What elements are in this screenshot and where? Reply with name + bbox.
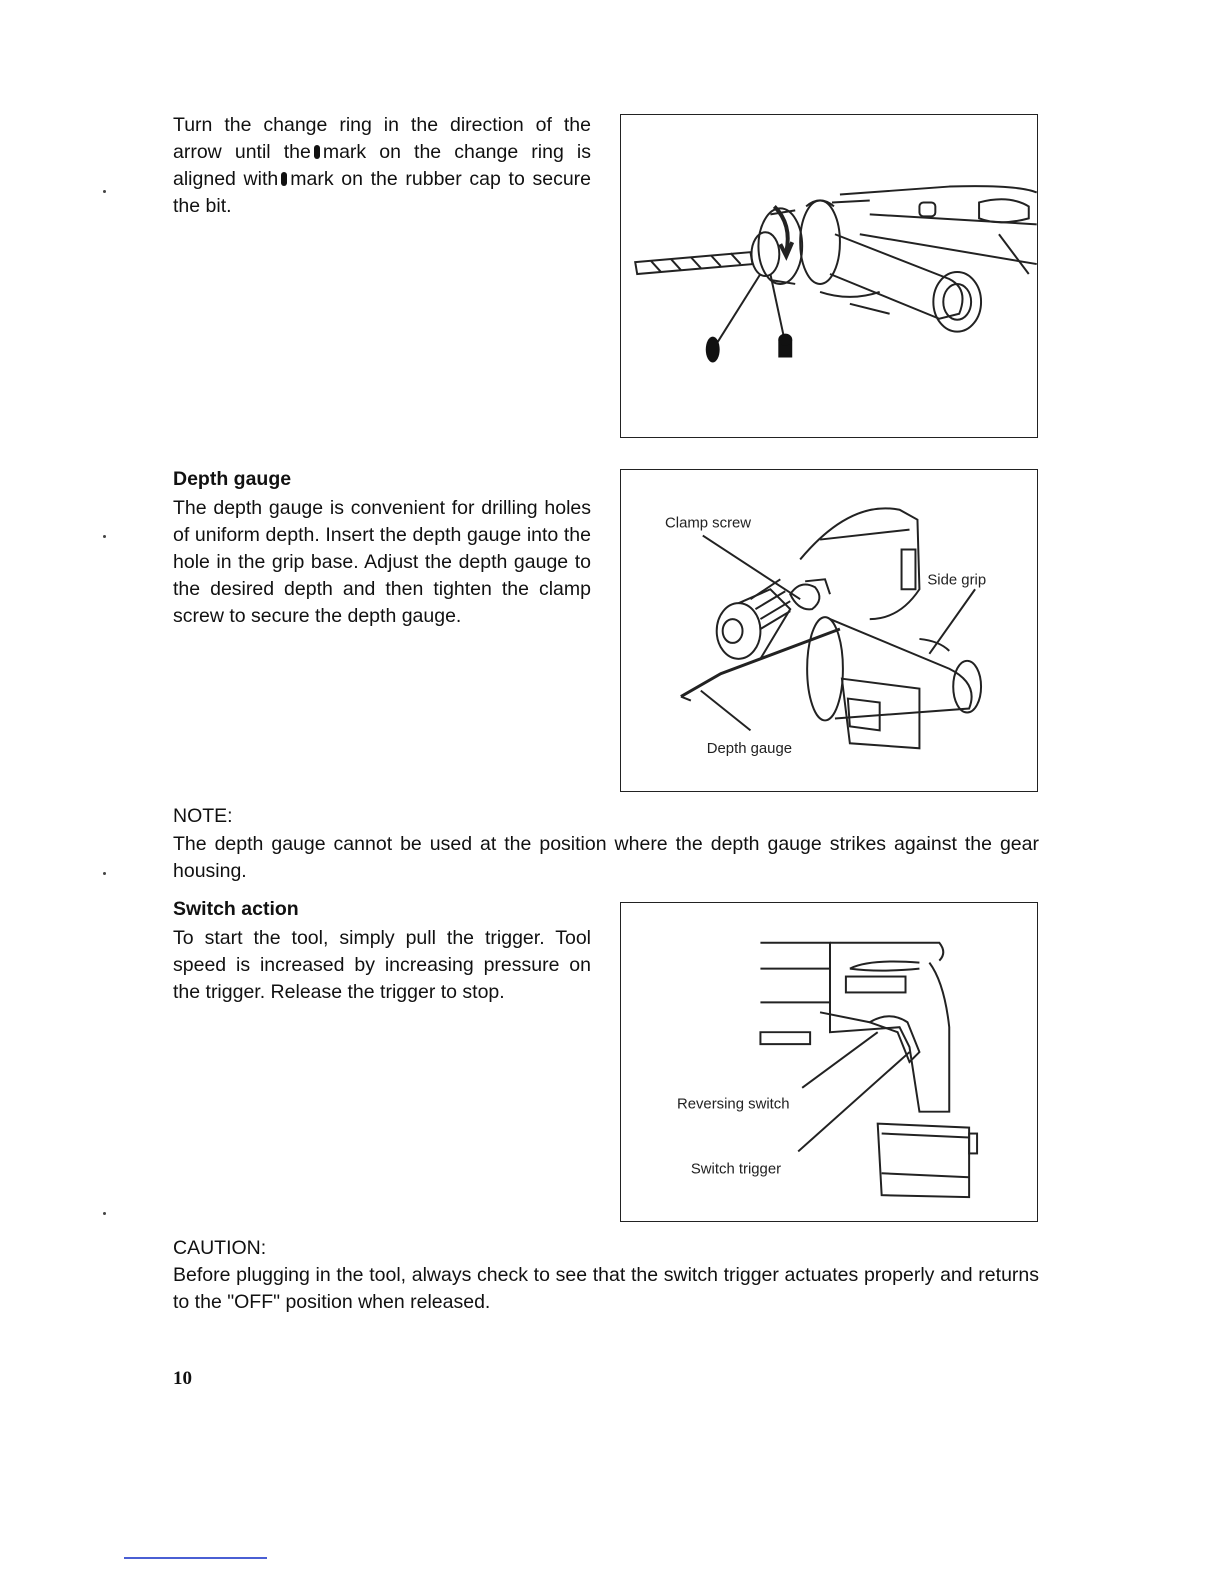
mark-symbol-icon bbox=[314, 145, 320, 159]
switch-trigger-label: Switch trigger bbox=[690, 1161, 782, 1178]
reversing-switch-label: Reversing switch bbox=[676, 1096, 790, 1113]
scan-dot bbox=[103, 535, 106, 538]
change-ring-instructions bbox=[173, 112, 591, 220]
depth-gauge-illustration bbox=[621, 470, 1037, 791]
note-text: The depth gauge cannot be used at the position where the depth gauge strikes against the gear housing. bbox=[173, 833, 1039, 882]
text-part-3: mark on the rubber cap to secure the bit. bbox=[173, 168, 591, 217]
depth-gauge-label: Depth gauge bbox=[706, 741, 793, 758]
scan-dot bbox=[103, 872, 106, 875]
text-part-1: Turn the change ring in the direction of the arrow until the bbox=[173, 114, 591, 163]
figure-change-ring bbox=[620, 114, 1038, 438]
ring-mark-icon bbox=[706, 337, 720, 363]
mark-symbol-icon bbox=[281, 172, 287, 186]
depth-gauge-heading: Depth gauge bbox=[173, 468, 292, 490]
caution-text: Before plugging in the tool, always check to see that the switch trigger actuates properly and returns to the "OFF" position when released. bbox=[173, 1264, 1039, 1313]
depth-gauge-text: The depth gauge is convenient for drilling holes of uniform depth. Insert the depth gauge into the hole in the grip base. Adjust the depth gauge to the desired depth and then tighten the clamp screw to secure the depth gauge. bbox=[173, 497, 591, 627]
change-ring-illustration bbox=[621, 115, 1037, 437]
switch-action-text: To start the tool, simply pull the trigger. Tool speed is increased by increasing pressure on the trigger. Release the trigger to stop. bbox=[173, 927, 591, 1003]
figure-switch bbox=[620, 902, 1038, 1222]
page-number: 10 bbox=[173, 1368, 192, 1389]
bottom-rule bbox=[124, 1557, 267, 1559]
switch-illustration bbox=[621, 903, 1037, 1221]
side-grip-label: Side grip bbox=[927, 572, 987, 589]
text-part-2: mark on the change ring is aligned with bbox=[173, 141, 591, 190]
scan-dot bbox=[103, 1212, 106, 1215]
figure-depth-gauge bbox=[620, 469, 1038, 792]
note-label: NOTE: bbox=[173, 805, 233, 827]
scan-dot bbox=[103, 190, 106, 193]
clamp-screw-label: Clamp screw bbox=[665, 515, 752, 532]
caution-label: CAUTION: bbox=[173, 1237, 267, 1259]
switch-action-heading: Switch action bbox=[173, 898, 299, 920]
